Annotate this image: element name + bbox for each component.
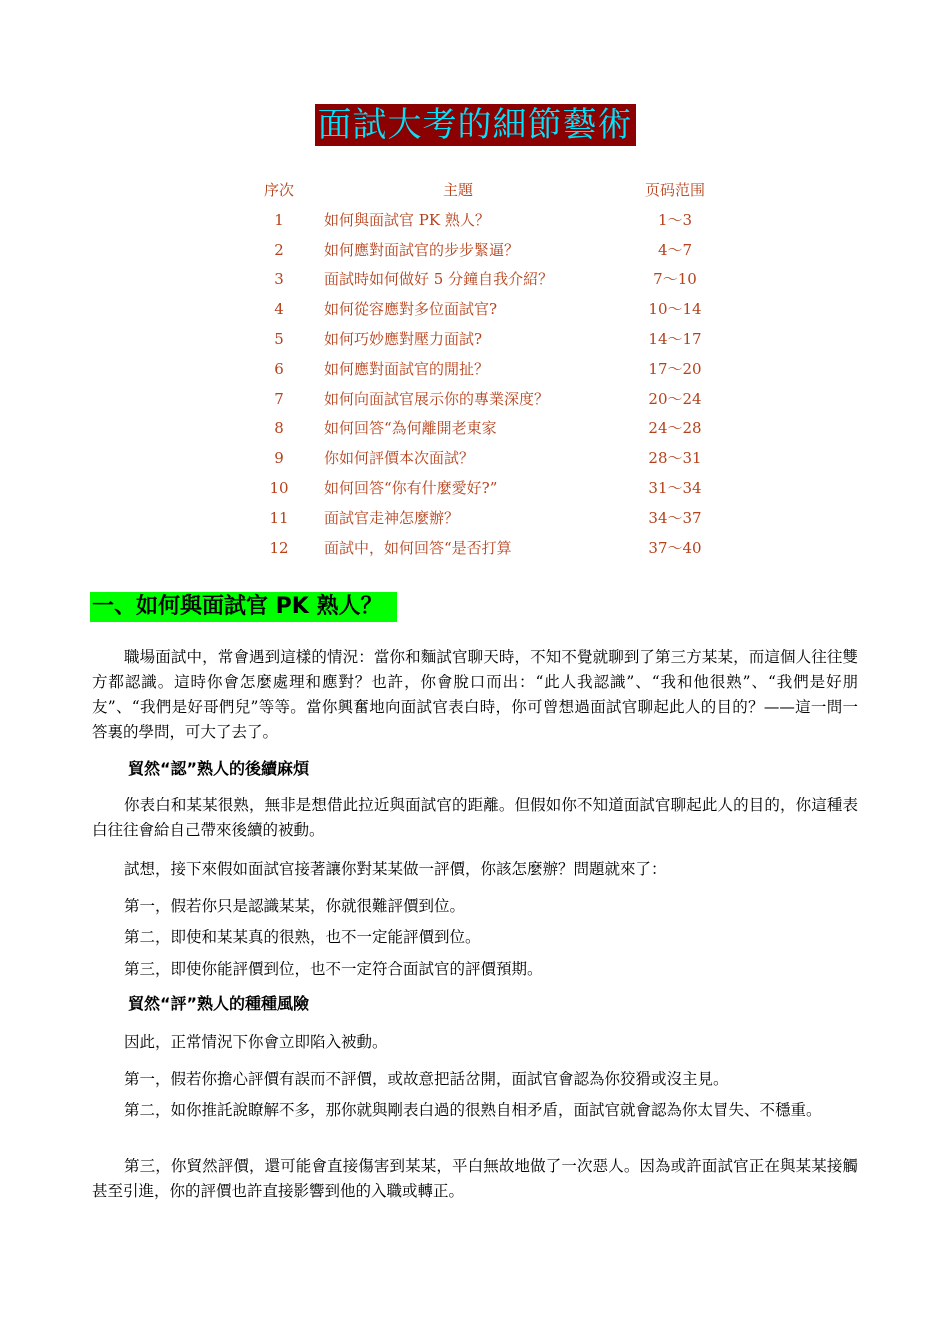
intro-paragraph: 職場面試中，常會遇到這樣的情況：當你和麵試官聊天時，不知不覺就聊到了第三方某某，而這個人往往雙方都認識。這時你會怎麼處理和應對？也許，你會脫口而出：“此人我認識”、“我和他很熟”、“我們是好朋友”、“我們是好哥們兒”等等。當你興奮地向面試官表白時，你可曾想過面試官聊起此人的目的？——這一問一答裏的學問，可大了去了。 xyxy=(92,648,858,741)
toc-pages: 34～37 xyxy=(648,508,702,527)
toc-topic: 面試時如何做好 5 分鐘自我介紹？ xyxy=(324,270,554,289)
toc-topic: 面試中，如何回答“是否打算 xyxy=(324,538,512,557)
toc-pages: 4～7 xyxy=(657,240,693,259)
toc-pages: 7～10 xyxy=(653,270,697,289)
paragraph: 第三，即使你能評價到位，也不一定符合面試官的評價預期。 xyxy=(124,960,543,978)
toc-row xyxy=(0,295,950,325)
toc-topic: 如何與面試官 PK 熟人？ xyxy=(324,210,490,229)
title-container xyxy=(0,104,950,146)
toc-header-pages: 页码范围 xyxy=(644,181,705,199)
toc-no: 6 xyxy=(274,359,284,378)
toc-row xyxy=(0,236,950,266)
paragraph: 試想，接下來假如面試官接著讓你對某某做一評價，你該怎麼辦？問題就來了： xyxy=(124,860,667,878)
toc-row xyxy=(0,206,950,236)
toc-topic: 如何向面試官展示你的專業深度？ xyxy=(324,389,550,408)
toc-pages: 37～40 xyxy=(648,538,702,557)
toc-no: 1 xyxy=(274,210,284,229)
paragraph: 第三，你貿然評價，還可能會直接傷害到某某，平白無故地做了一次惡人。因為或許面試官正在與某某接觸甚至引進，你的評價也許直接影響到他的入職或轉正。 xyxy=(92,1157,858,1200)
toc-no: 7 xyxy=(274,389,284,408)
toc-pages: 31～34 xyxy=(648,478,702,497)
toc-header-topic: 主題 xyxy=(442,181,473,199)
toc-row xyxy=(0,265,950,295)
subheading-1: 貿然“認”熟人的後續麻煩 xyxy=(128,759,310,778)
toc-pages: 10～14 xyxy=(648,300,702,319)
toc-row xyxy=(0,325,950,355)
toc-no: 3 xyxy=(274,270,284,289)
toc-topic: 如何從容應對多位面試官? xyxy=(324,300,498,319)
toc-no: 8 xyxy=(274,419,284,438)
toc-no: 5 xyxy=(274,329,284,348)
toc-row xyxy=(0,474,950,504)
toc-topic: 你如何評價本次面試？ xyxy=(324,449,475,468)
toc-pages: 28～31 xyxy=(648,449,702,468)
toc-topic: 面試官走神怎麼辦？ xyxy=(324,508,460,527)
section-heading: 一、如何與面試官 PK 熟人？ xyxy=(90,592,397,622)
paragraph: 第一，假若你擔心評價有誤而不評價，或故意把話岔開，面試官會認為你狡猾或沒主見。 xyxy=(124,1070,729,1088)
toc-row xyxy=(0,534,950,564)
toc-pages: 24～28 xyxy=(648,419,702,438)
toc-no: 10 xyxy=(269,478,289,497)
toc-no: 9 xyxy=(274,449,284,468)
toc-header-no: 序次 xyxy=(263,181,294,199)
paragraph: 第二，如你推託說瞭解不多，那你就與剛表白過的很熟自相矛盾，面試官就會認為你太冒失、不穩重。 xyxy=(124,1101,822,1119)
toc-topic: 如何應對面試官的步步緊逼？ xyxy=(324,240,520,259)
toc-no: 4 xyxy=(274,300,284,319)
toc-no: 2 xyxy=(274,240,284,259)
toc-header-row xyxy=(0,176,950,206)
toc-topic: 如何回答“為何離開老東家 xyxy=(324,419,497,438)
toc-topic: 如何回答“你有什麼愛好?” xyxy=(324,478,498,497)
paragraph: 你表白和某某很熟，無非是想借此拉近與面試官的距離。但假如你不知道面試官聊起此人的目的，你這種表白往往會給自己帶來後續的被動。 xyxy=(92,796,858,839)
toc-no: 12 xyxy=(269,538,289,557)
toc-pages: 14～17 xyxy=(648,329,702,348)
toc-row xyxy=(0,385,950,415)
toc-row xyxy=(0,414,950,444)
paragraph: 第二，即使和某某真的很熟，也不一定能評價到位。 xyxy=(124,928,481,946)
paragraph: 因此，正常情況下你會立即陷入被動。 xyxy=(124,1033,388,1051)
toc-pages: 20～24 xyxy=(648,389,702,408)
toc-no: 11 xyxy=(269,508,289,527)
table-of-contents xyxy=(0,176,950,563)
toc-pages: 1～3 xyxy=(657,210,693,229)
toc-row xyxy=(0,444,950,474)
document-title: 面試大考的細節藝術 xyxy=(315,104,636,146)
subheading-2: 貿然“評”熟人的種種風險 xyxy=(128,994,310,1013)
paragraph: 第一，假若你只是認識某某，你就很難評價到位。 xyxy=(124,897,466,915)
toc-topic: 如何應對面試官的閒扯？ xyxy=(324,359,490,378)
toc-pages: 17～20 xyxy=(648,359,702,378)
toc-row xyxy=(0,504,950,534)
toc-row xyxy=(0,355,950,385)
toc-topic: 如何巧妙應對壓力面試? xyxy=(324,329,483,348)
